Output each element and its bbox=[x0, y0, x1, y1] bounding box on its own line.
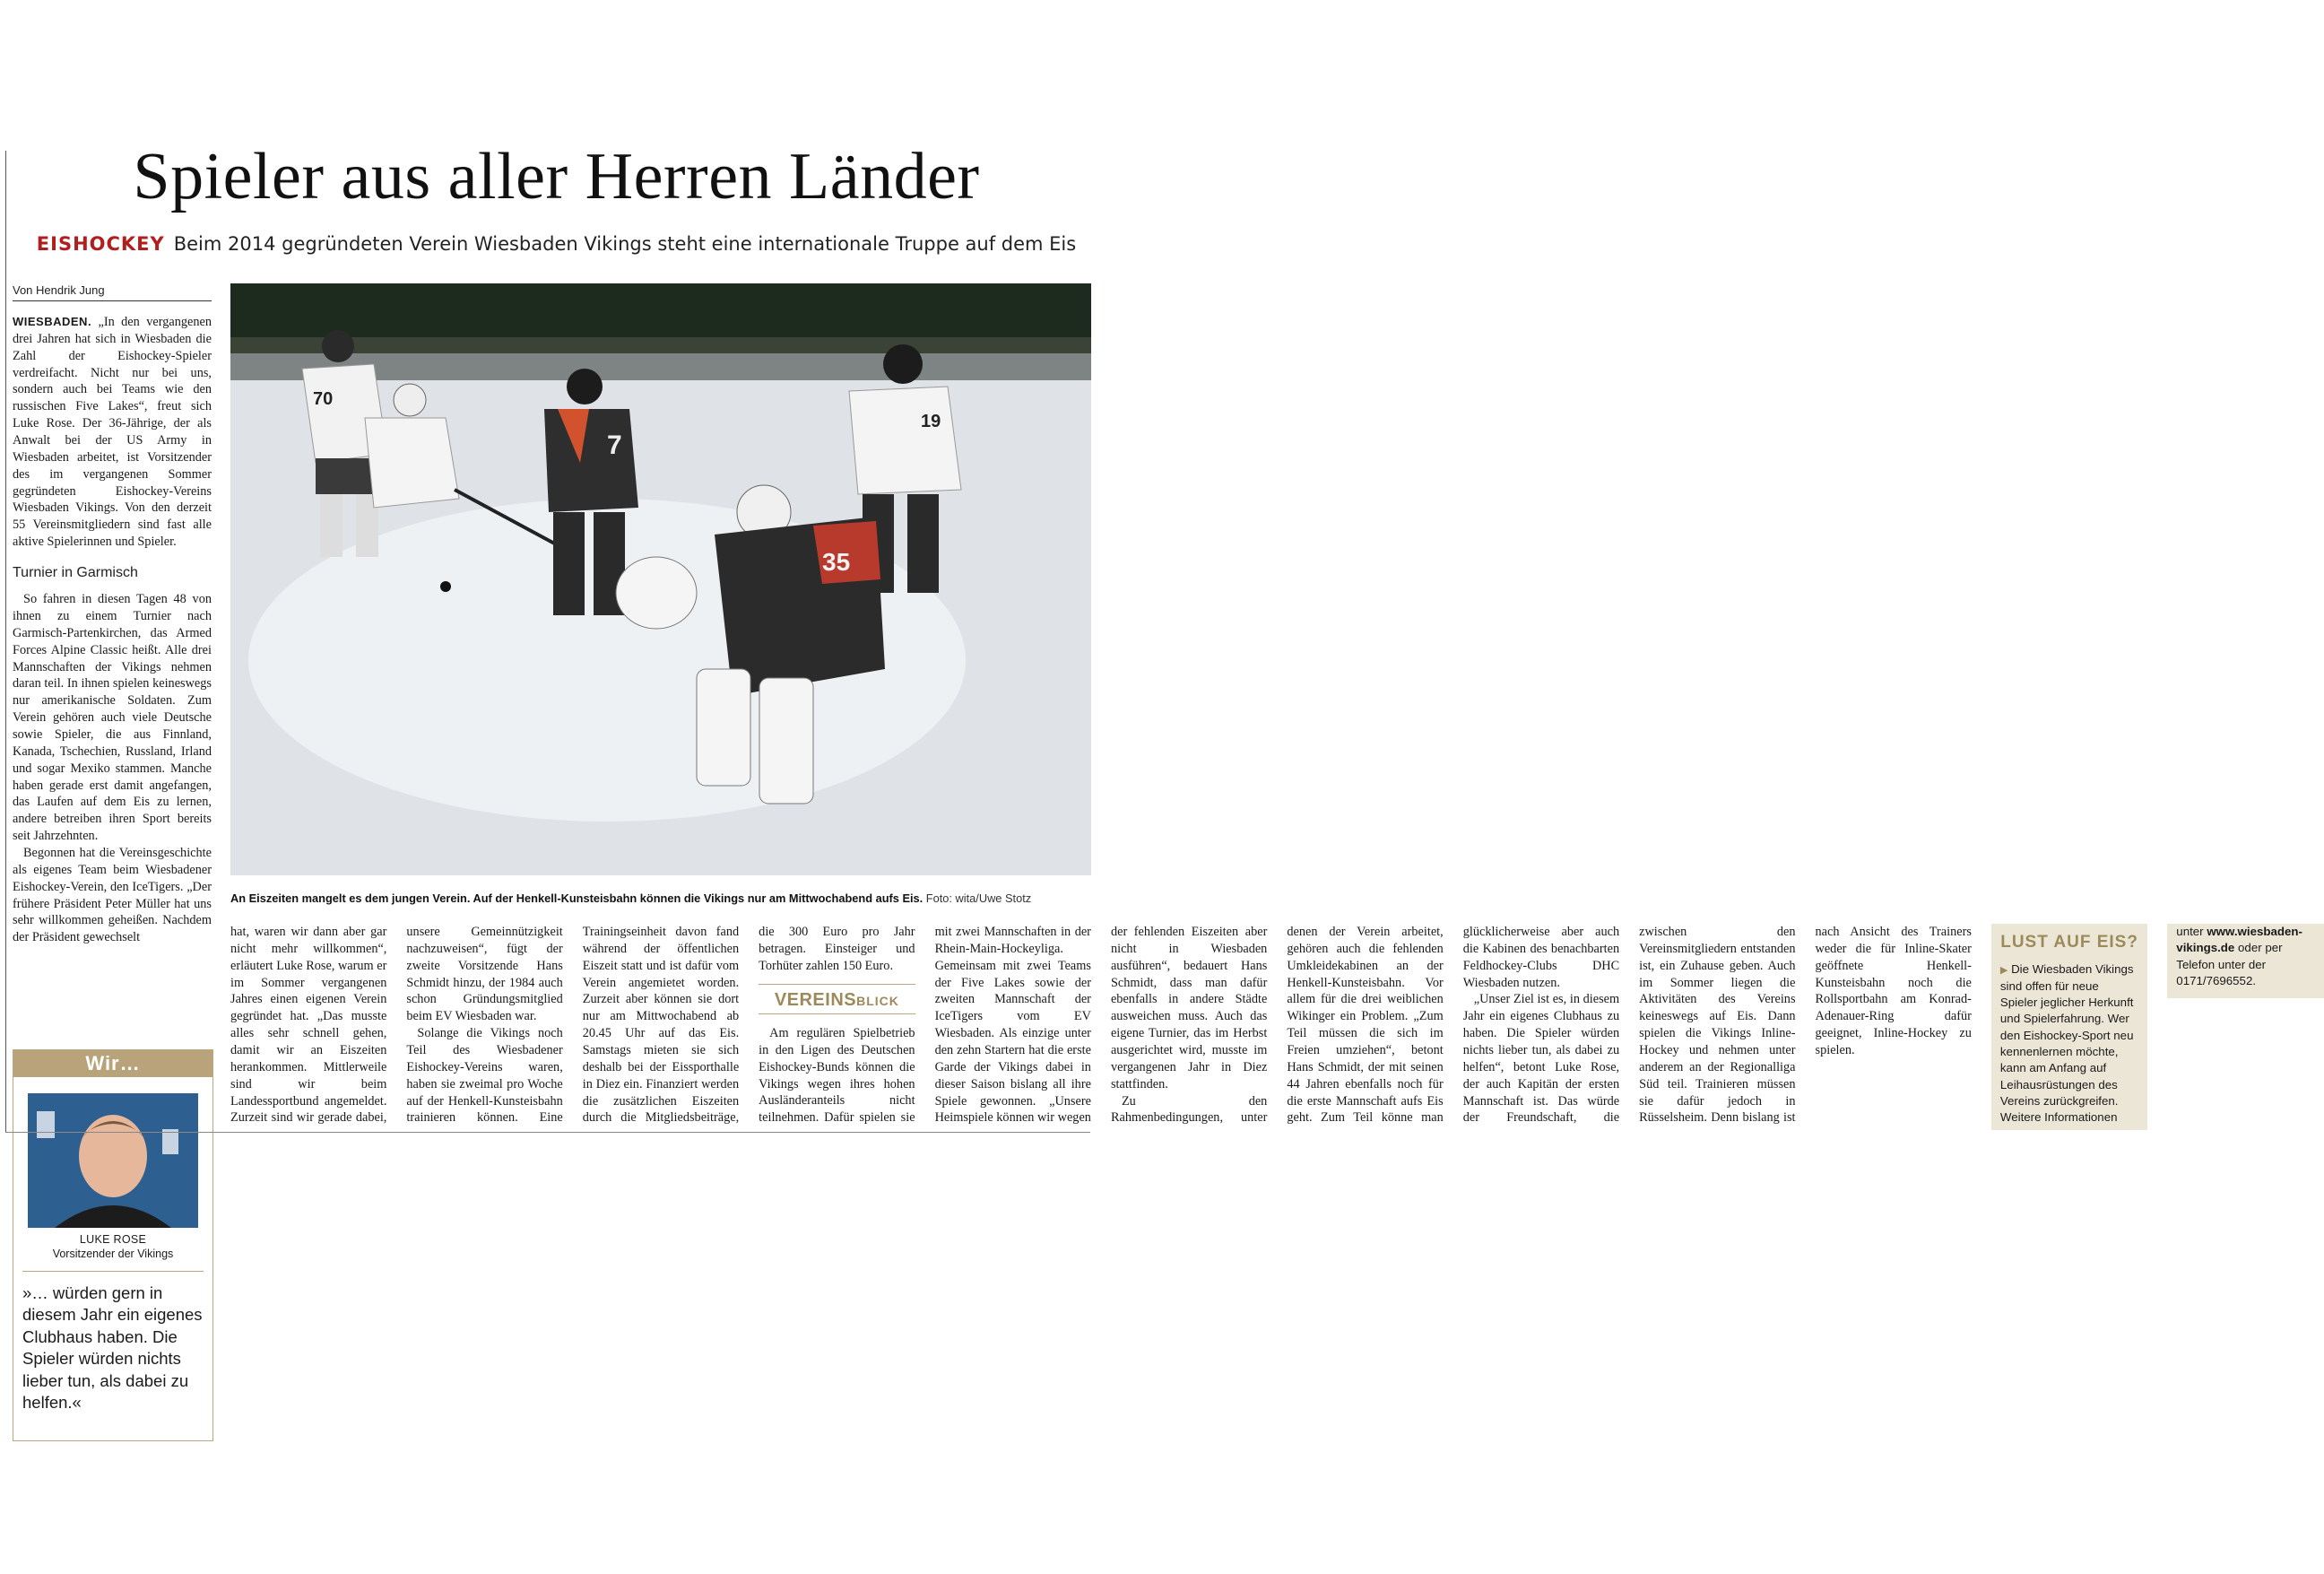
paragraph: Am regulären Spielbetrieb in den Ligen des Deutschen Eishockey-Bunds können die Vikings wegen ihres hohen Ausländeranteils nicht teilnehmen. Dafür spielen sie mit zwei Mannschaften in der Rhein-Main-Hockeyliga. Gemeinsam mit zwei Teams der Five Lakes sowie der zweiten Mannschaft der IceTigers vom EV Wiesbaden. Als einzige unter den zehn Startern hat die erste Garde der Vikings dabei in dieser Saison bislang all ihre Spiele gewonnen. „Unsere Heimspiele können wir wegen der fehlenden Eiszeiten aber nicht in Wiesbaden ausführen“, bedauert Hans Schmidt, dass man dafür ebenfalls in andere Städte ausweichen muss. Auch das eigene Turnier, das im Herbst ausgerichtet wird, musste im vergangenen Jahr in Diez stattfinden. bbox=[759, 925, 1268, 1126]
hockey-scene bbox=[230, 283, 1091, 875]
tree-line bbox=[230, 283, 1091, 337]
paragraph-text: „In den vergangenen drei Jahren hat sich in Wiesbaden die Zahl der Eishockey-Spieler verdreifacht. Nicht nur bei uns, sondern auch bei Teams wie den russischen Five Lakes“, freut sich Luke Rose. Der 36-Jährige, der als Anwalt bei der US Army in Wiesbaden arbeitet, ist Vorsitzender des im vergangenen Sommer gegründeten Eishockey-Vereins Wiesbaden Vikings. Von den derzeit 55 Vereinsmitgliedern sind fast alle aktive Spielerinnen und Spieler. bbox=[13, 315, 212, 550]
triangle-icon: ▶ bbox=[1999, 965, 2008, 977]
person-role: Vorsitzender der Vikings bbox=[52, 1248, 174, 1260]
portrait-photo bbox=[28, 1093, 198, 1228]
paragraph: Solange die Vikings noch Teil des Wiesbadener Eishockey-Vereins waren, haben sie zweimal pro Woche auf der Henkell-Kunsteisbahn trainieren können. Eine Trainingseinheit davon fand während der öffentlichen Eiszeit statt und ist dafür vom Verein angemietet worden. Zurzeit aber können sie dort nur am Mittwochabend ab 20.45 Uhr auf das Eis. Samstags mieten sie sich deshalb bei der Eissporthalle in Diez ein. Finanziert werden die zusätzlichen Eiszeiten durch die Mitgliedsbeiträge, die 300 Euro pro Jahr betragen. Einsteiger und Torhüter zahlen 150 Euro. bbox=[406, 925, 915, 1126]
info-box-title: LUST AUF EIS? bbox=[2000, 933, 2138, 952]
article-body-columns bbox=[230, 924, 2302, 1130]
photo-caption bbox=[230, 891, 1091, 905]
dateline: WIESBADEN. bbox=[13, 315, 92, 328]
photo-credit: Foto: wita/Uwe Stotz bbox=[925, 891, 1032, 905]
paragraph: So fahren in diesen Tagen 48 von ihnen zu einem Turnier nach Garmisch-Partenkirchen, das Armed Forces Alpine Classic heißt. Alle drei Mannschaften der Vikings nehmen daran teil. In ihnen spielen keineswegs nur amerikanische Soldaten. Zum Verein gehören auch viele Deutsche sowie Spieler, die aus Finnland, Kanada, Tschechien, Russland, Irland und sogar Mexiko stammen. Manche haben gerade erst damit angefangen, das Laufen auf dem Eis zu lernen, andere betreiben ihren Sport bereits seit Jahrzehnten. bbox=[13, 592, 212, 844]
subhead: Turnier in Garmisch bbox=[13, 565, 138, 581]
bottom-rule bbox=[5, 1132, 1090, 1133]
paragraph: „Unser Ziel ist es, in diesem Jahr ein eigenes Clubhaus zu haben. Die Spieler würden nichts lieber tun, als dabei zu helfen“, betont Luke Rose, der auch Kapitän der ersten Mannschaft ist. Das würde der Freundschaft, die zwischen den Vereinsmitgliedern entstanden ist, ein Zuhause geben. Auch im Sommer liegen die Aktivitäten des Vereins keineswegs auf Eis. Dann spielen die Vikings Inline-Hockey und nehmen unter anderem an der Regionalliga Süd teil. Trainieren müssen sie dafür jedoch in Rüsselsheim. Denn bislang ist nach Ansicht des Trainers weder die für Inline-Skater geöffnete Henkell-Kunsteisbahn noch die Rollsportbahn am Konrad-Adenauer-Ring dafür geeignet, Inline-Hockey zu spielen. bbox=[1462, 925, 1972, 1126]
caption-text: An Eiszeiten mangelt es dem jungen Verein. Auf der Henkell-Kunsteisbahn können die Vikings nur am Mittwochabend aufs Eis. bbox=[230, 891, 924, 905]
rink-fence bbox=[230, 337, 1091, 353]
vereinsblick-small: BLICK bbox=[856, 993, 899, 1008]
headline: Spieler aus aller Herren Länder bbox=[133, 140, 980, 213]
info-box bbox=[1991, 924, 2324, 1130]
paragraph: Zu den Rahmenbedingungen, unter denen der Verein arbeitet, gehören auch die fehlenden Umkleidekabinen an der Henkell-Kunsteisbahn. Vor allem für die drei weiblichen Wikinger ein Problem. „Zum Teil müssen die sich im Freien umziehen“, betont Hans Schmidt, der mit seinen 44 Jahren ebenfalls noch für die erste Mannschaft aufs Eis geht. Zum Teil könne man glücklicherweise aber auch die Kabinen des benachbarten Feldhockey-Clubs DHC Wiesbaden nutzen. bbox=[1110, 925, 1620, 1126]
paragraph: hat, waren wir dann aber gar nicht mehr willkommen“, erläutert Luke Rose, warum er im Sommer vergangenen Jahres einen eigenen Verein gegründet hat. „Das musste alles sehr schnell gehen, damit wir an Eiszeiten herankommen. Mittlerweile sind wir beim Landessportbund angemeldet. Zurzeit sind wir gerade dabei, unsere Gemeinnützigkeit nachzuweisen“, fügt der zweite Vorsitzende Hans Schmidt hinzu, der 1984 auch schon Gründungsmitglied beim EV Wiesbaden war. bbox=[230, 925, 563, 1126]
paragraph: Begonnen hat die Vereinsgeschichte als eigenes Team beim Wiesbadener Eishockey-Verein, den IceTigers. „Der frühere Präsident Peter Müller hat uns sehr willkommen geheißen. Nachdem der Präsident gewechselt bbox=[13, 846, 212, 945]
wir-box bbox=[13, 1049, 213, 1441]
jersey-number: 19 bbox=[921, 412, 941, 431]
pull-quote: »… würden gern in diesem Jahr ein eigenes Clubhaus haben. Die Spieler würden nichts lieber tun, als dabei zu helfen.« bbox=[22, 1271, 204, 1413]
section-kicker: EISHOCKEY bbox=[36, 233, 165, 255]
wir-title: Wir… bbox=[13, 1050, 212, 1077]
portrait-illustration bbox=[28, 1093, 198, 1228]
paragraph bbox=[13, 314, 212, 551]
vereinsblick-label bbox=[759, 984, 915, 1014]
article-column-1 bbox=[13, 314, 212, 1045]
jersey-number: 35 bbox=[822, 548, 851, 576]
info-box-text-2: oder per Telefon unter der 0171/7696552. bbox=[2176, 941, 2283, 988]
info-box-text: Die Wiesbaden Vikings sind offen für neue Spieler jeglicher Herkunft und Spielerfahrung. Wer den Eishockey-Sport neu kennenlernen möchte, kann am Anfang auf Leihausrüstungen des Vereins zurückgreifen. Weitere Informationen unter bbox=[1999, 925, 2204, 1125]
subheadline bbox=[0, 233, 1113, 255]
website-link[interactable]: www.wiesbaden-vikings.de bbox=[2176, 925, 2302, 955]
left-margin-rule bbox=[5, 151, 6, 1133]
subheadline-text: Beim 2014 gegründeten Verein Wiesbaden Vikings steht eine internationale Truppe auf dem Eis bbox=[173, 233, 1077, 255]
hockey-photo bbox=[230, 283, 1091, 875]
byline: Von Hendrik Jung bbox=[13, 283, 212, 301]
puck bbox=[440, 581, 451, 592]
jersey-number: 7 bbox=[607, 430, 622, 460]
vereinsblick-big: VEREINS bbox=[774, 989, 857, 1010]
person-name: LUKE ROSE bbox=[79, 1233, 147, 1246]
jersey-number: 70 bbox=[313, 389, 334, 409]
